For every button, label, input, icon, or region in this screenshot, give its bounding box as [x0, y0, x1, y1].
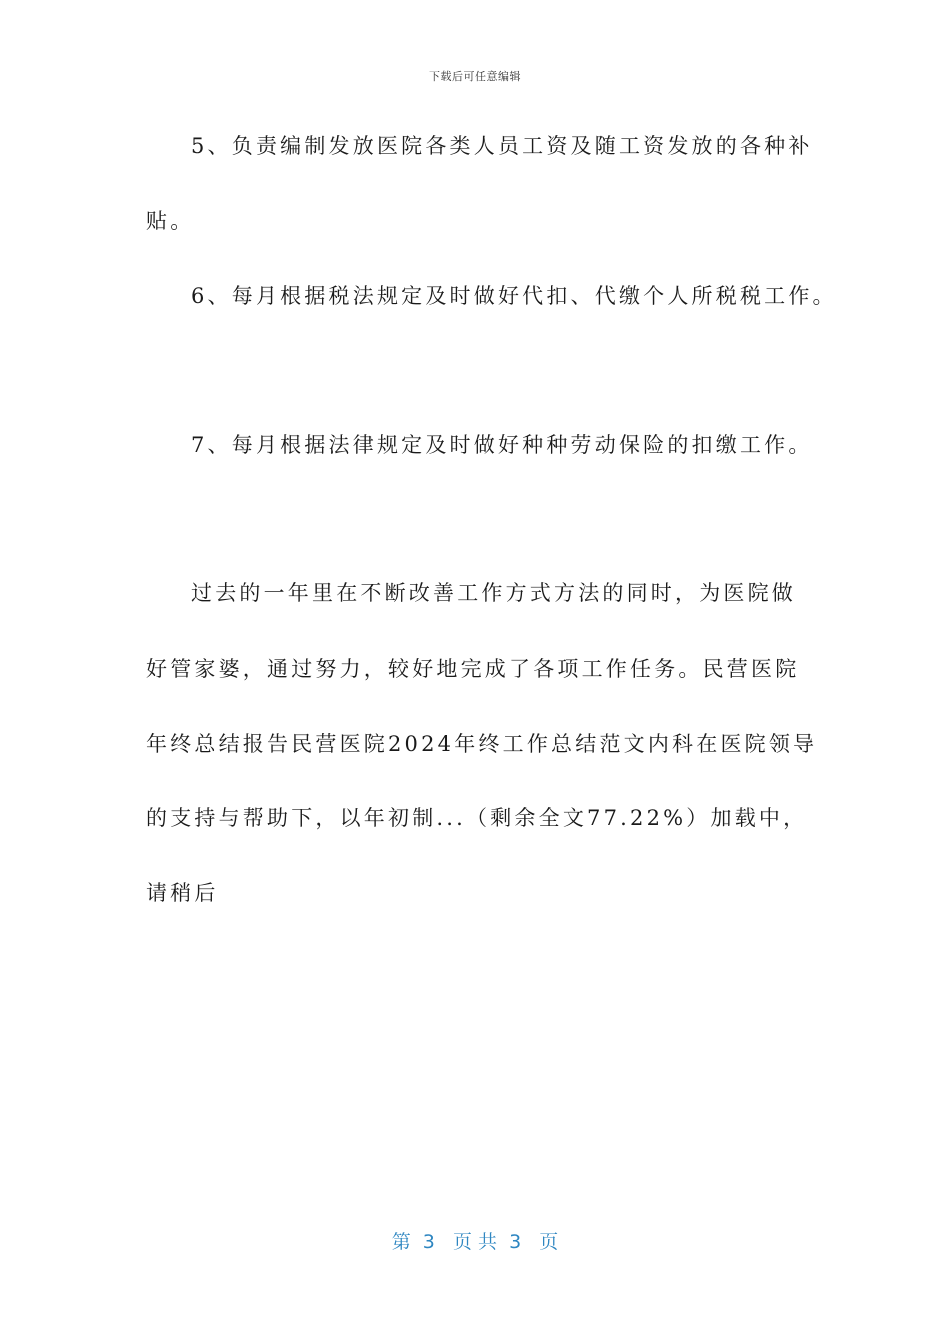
paragraph-line: 请稍后 [146, 881, 219, 905]
paragraph-line: 5、负责编制发放医院各类人员工资及随工资发放的各种补 [191, 134, 813, 158]
paragraph-line: 年终总结报告民营医院2024年终工作总结范文内科在医院领导 [146, 732, 818, 756]
paragraph-line: 7、每月根据法律规定及时做好种种劳动保险的扣缴工作。 [191, 433, 813, 457]
paragraph-line: 贴。 [146, 209, 195, 233]
paragraph-line: 的支持与帮助下，以年初制...（剩余全文77.22%）加载中， [146, 806, 808, 830]
paragraph-line: 过去的一年里在不断改善工作方式方法的同时，为医院做 [191, 581, 796, 605]
paragraph-line: 好管家婆，通过努力，较好地完成了各项工作任务。民营医院 [146, 657, 800, 681]
page-number-footer: 第 3 页 共 3 页 [391, 1231, 559, 1253]
header-note: 下载后可任意编辑 [429, 70, 521, 83]
paragraph-line: 6、每月根据税法规定及时做好代扣、代缴个人所税税工作。 [191, 284, 837, 308]
